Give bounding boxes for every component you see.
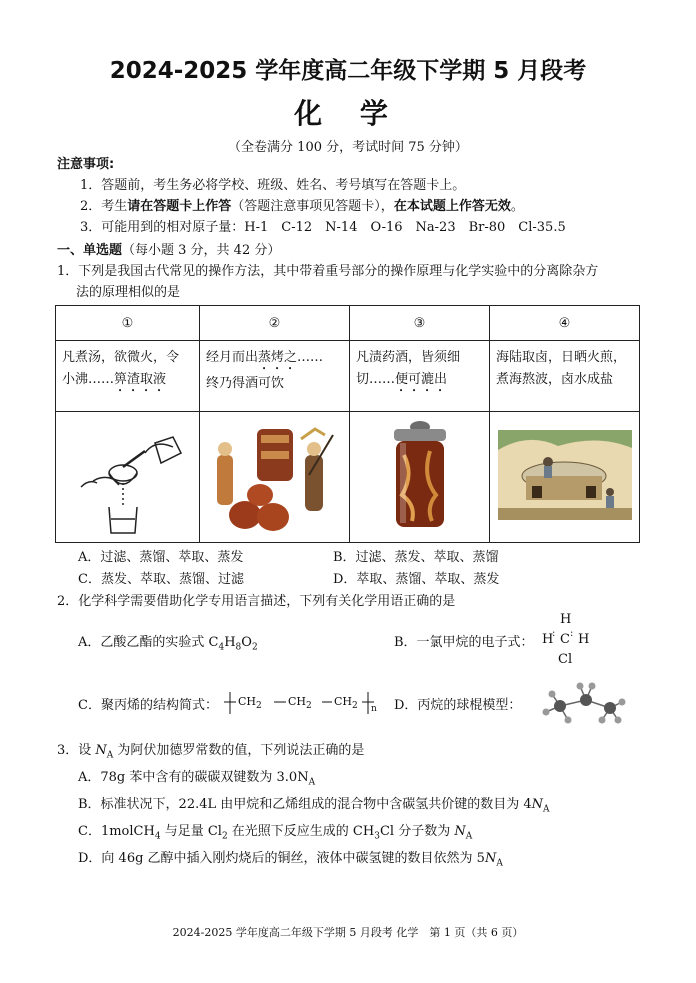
q3-option-c-na: N xyxy=(454,824,466,839)
poly-ch2-3-text: CH xyxy=(334,695,353,708)
q2-option-b: B．一氯甲烷的电子式： xyxy=(394,635,534,650)
poly-ch2-3: $CH_2$ xyxy=(334,695,358,712)
q3-option-c-mid3: Cl 分子数为 xyxy=(379,824,455,839)
poly-ch2-2: $CH_2$ xyxy=(288,695,312,712)
notice-item-2-end: 。 xyxy=(510,199,524,214)
poly-ch2-1: $CH_2$ xyxy=(238,695,262,712)
q3-option-b-text: B．标准状况下，22.4L 由甲烷和乙烯组成的混合物中含碳氢共价键的数目为 4 xyxy=(78,797,532,812)
poly-ch2-2-text: CH xyxy=(288,695,307,708)
exam-note: （全卷满分 100 分，考试时间 75 分钟） xyxy=(228,140,468,155)
q1-col-1: ① xyxy=(56,306,200,341)
q3-option-d: D．向 46g 乙醇中插入刚灼烧后的铜丝，液体中碳氢键的数目依然为 $5N_A$ xyxy=(78,851,503,869)
q1-text-1 xyxy=(56,341,200,412)
q1-text-2 xyxy=(200,341,350,412)
q3-option-b: B．标准状况下，22.4L 由甲烷和乙烯组成的混合物中含碳氢共价键的数目为 $4N_A$ xyxy=(78,797,550,815)
chloromethane-lewis xyxy=(538,612,598,670)
q3-option-c-mid1: 与足量 Cl xyxy=(160,824,222,839)
q1-text-2-a-dot: 蒸烤之 xyxy=(258,350,298,365)
q1-col-2: ② xyxy=(200,306,350,341)
q2-option-a: A．乙酸乙酯的实验式 $C_4H_8O_2$ xyxy=(78,635,258,653)
salt-boiling-illustration xyxy=(498,430,632,520)
q1-text-2-b: 终乃得酒可饮 xyxy=(206,376,285,391)
q1-table xyxy=(55,305,640,543)
q3-option-a: A．78g 苯中含有的碳碳双键数为 $3.0N_A$ xyxy=(78,770,316,788)
notice-item-2-bold2: 在本试题上作答无效 xyxy=(393,199,511,214)
section-1-title: 一、单选题 xyxy=(57,243,123,258)
medicine-wine-jar xyxy=(370,415,470,535)
q1-option-b: B．过滤、蒸发、萃取、蒸馏 xyxy=(333,550,499,565)
q1-text-2-a-post: …… xyxy=(297,350,324,365)
lewis-dots-left: : xyxy=(552,628,556,639)
lewis-cl: Cl xyxy=(558,652,573,667)
q1-stem-line2: 法的原理相似的是 xyxy=(76,285,181,300)
q1-image-cell-3 xyxy=(350,412,490,543)
q3-stem: 3．设 $N_A$ 为阿伏加德罗常数的值，下列说法正确的是 xyxy=(57,743,365,761)
q1-text-1-b-pre: 小沸…… xyxy=(62,372,115,387)
lewis-dots-right: : xyxy=(570,628,574,639)
q3-option-b-na: N xyxy=(531,797,544,812)
q1-text-2-a-pre: 经月而出 xyxy=(206,350,259,365)
notice-item-2-bold1: 请在答题卡上作答 xyxy=(127,199,232,214)
polypropylene-formula xyxy=(222,690,382,718)
poly-n: n xyxy=(371,704,377,714)
notice-item-1: 1．答题前，考生务必将学校、班级、姓名、考号填写在答题卡上。 xyxy=(80,178,466,193)
notice-item-2 xyxy=(80,198,524,216)
q3-stem-pre: 3．设 xyxy=(57,743,96,758)
filtration-illustration xyxy=(63,415,193,535)
notice-item-2-mid: （答题注意事项见答题卡）， xyxy=(231,199,394,214)
q1-image-cell-2 xyxy=(200,412,350,543)
q1-stem-line1: 1．下列是我国古代常见的操作方法，其中带着重号部分的操作原理与化学实验中的分离除杂方 xyxy=(57,264,599,279)
lewis-h-top: H xyxy=(560,612,572,627)
q1-option-d: D．萃取、蒸馏、萃取、蒸发 xyxy=(333,572,500,587)
q1-text-3 xyxy=(350,341,490,412)
q1-text-3-b-dot: 便可漉出 xyxy=(395,372,448,387)
q1-image-cell-1 xyxy=(56,412,200,543)
lewis-h-left: H xyxy=(542,632,554,647)
section-1-note: （每小题 3 分，共 42 分） xyxy=(122,243,281,258)
section-1-heading xyxy=(57,242,280,260)
poly-ch2-1-text: CH xyxy=(238,695,257,708)
q1-text-1-b-dot: 箅渣取液 xyxy=(114,372,167,387)
q1-image-cell-4 xyxy=(490,412,640,543)
notice-item-3: 3．可能用到的相对原子量：H-1 C-12 N-14 O-16 Na-23 Br-80 Cl-35.5 xyxy=(80,220,566,235)
q2-option-d: D．丙烷的球棍模型： xyxy=(394,698,522,713)
notice-heading: 注意事项: xyxy=(57,157,115,172)
q1-text-4-b: 煮海熬波，卤水成盐 xyxy=(496,372,614,387)
q3-option-c-mid2: 在光照下反应生成的 CH xyxy=(227,824,375,839)
q1-text-3-b-pre: 切…… xyxy=(356,372,396,387)
q3-stem-post: 为阿伏加德罗常数的值，下列说法正确的是 xyxy=(113,743,365,758)
q2-stem: 2．化学科学需要借助化学专用语言描述，下列有关化学用语正确的是 xyxy=(57,594,456,609)
lewis-h-right: H xyxy=(578,632,590,647)
q1-option-a: A．过滤、蒸馏、萃取、蒸发 xyxy=(78,550,244,565)
notice-item-2-pre: 2．考生 xyxy=(80,199,128,214)
lewis-c: C xyxy=(560,632,570,647)
q1-text-4-a: 海陆取卤，日晒火煎， xyxy=(496,350,627,365)
distillation-illustration xyxy=(205,415,345,535)
q3-option-d-text: D．向 46g 乙醇中插入刚灼烧后的铜丝，液体中碳氢键的数目依然为 5 xyxy=(78,851,485,866)
q1-col-3: ③ xyxy=(350,306,490,341)
page-footer: 2024-2025 学年度高二年级下学期 5 月段考 化学 第 1 页（共 6 页） xyxy=(172,926,524,939)
q2-option-c: C．聚丙烯的结构简式： xyxy=(78,698,218,713)
propane-ball-stick-model xyxy=(528,680,628,726)
q3-na: N xyxy=(95,743,107,758)
exam-title: 2024-2025 学年度高二年级下学期 5 月段考 xyxy=(109,58,587,84)
q1-option-c: C．蒸发、萃取、蒸馏、过滤 xyxy=(78,572,244,587)
q3-option-a-text: A．78g 苯中含有的碳碳双键数为 3.0N xyxy=(78,770,309,785)
q3-option-c-pre: C．1molCH xyxy=(78,824,155,839)
q2-option-a-text: A．乙酸乙酯的实验式 C xyxy=(78,635,219,650)
q1-col-4: ④ xyxy=(490,306,640,341)
q3-option-d-na: N xyxy=(484,851,497,866)
q1-text-1-a: 凡煮汤，欲微火，令 xyxy=(62,350,180,365)
subject-title: 化 学 xyxy=(294,97,402,130)
q1-text-4 xyxy=(490,341,640,412)
q1-text-3-a: 凡渍药酒，皆须细 xyxy=(356,350,461,365)
q3-option-c: C．1molCH$_4$ 与足量 $Cl_2$ 在光照下反应生成的 $CH_3Cl$ 分子数为 $N_A$ xyxy=(78,824,473,842)
